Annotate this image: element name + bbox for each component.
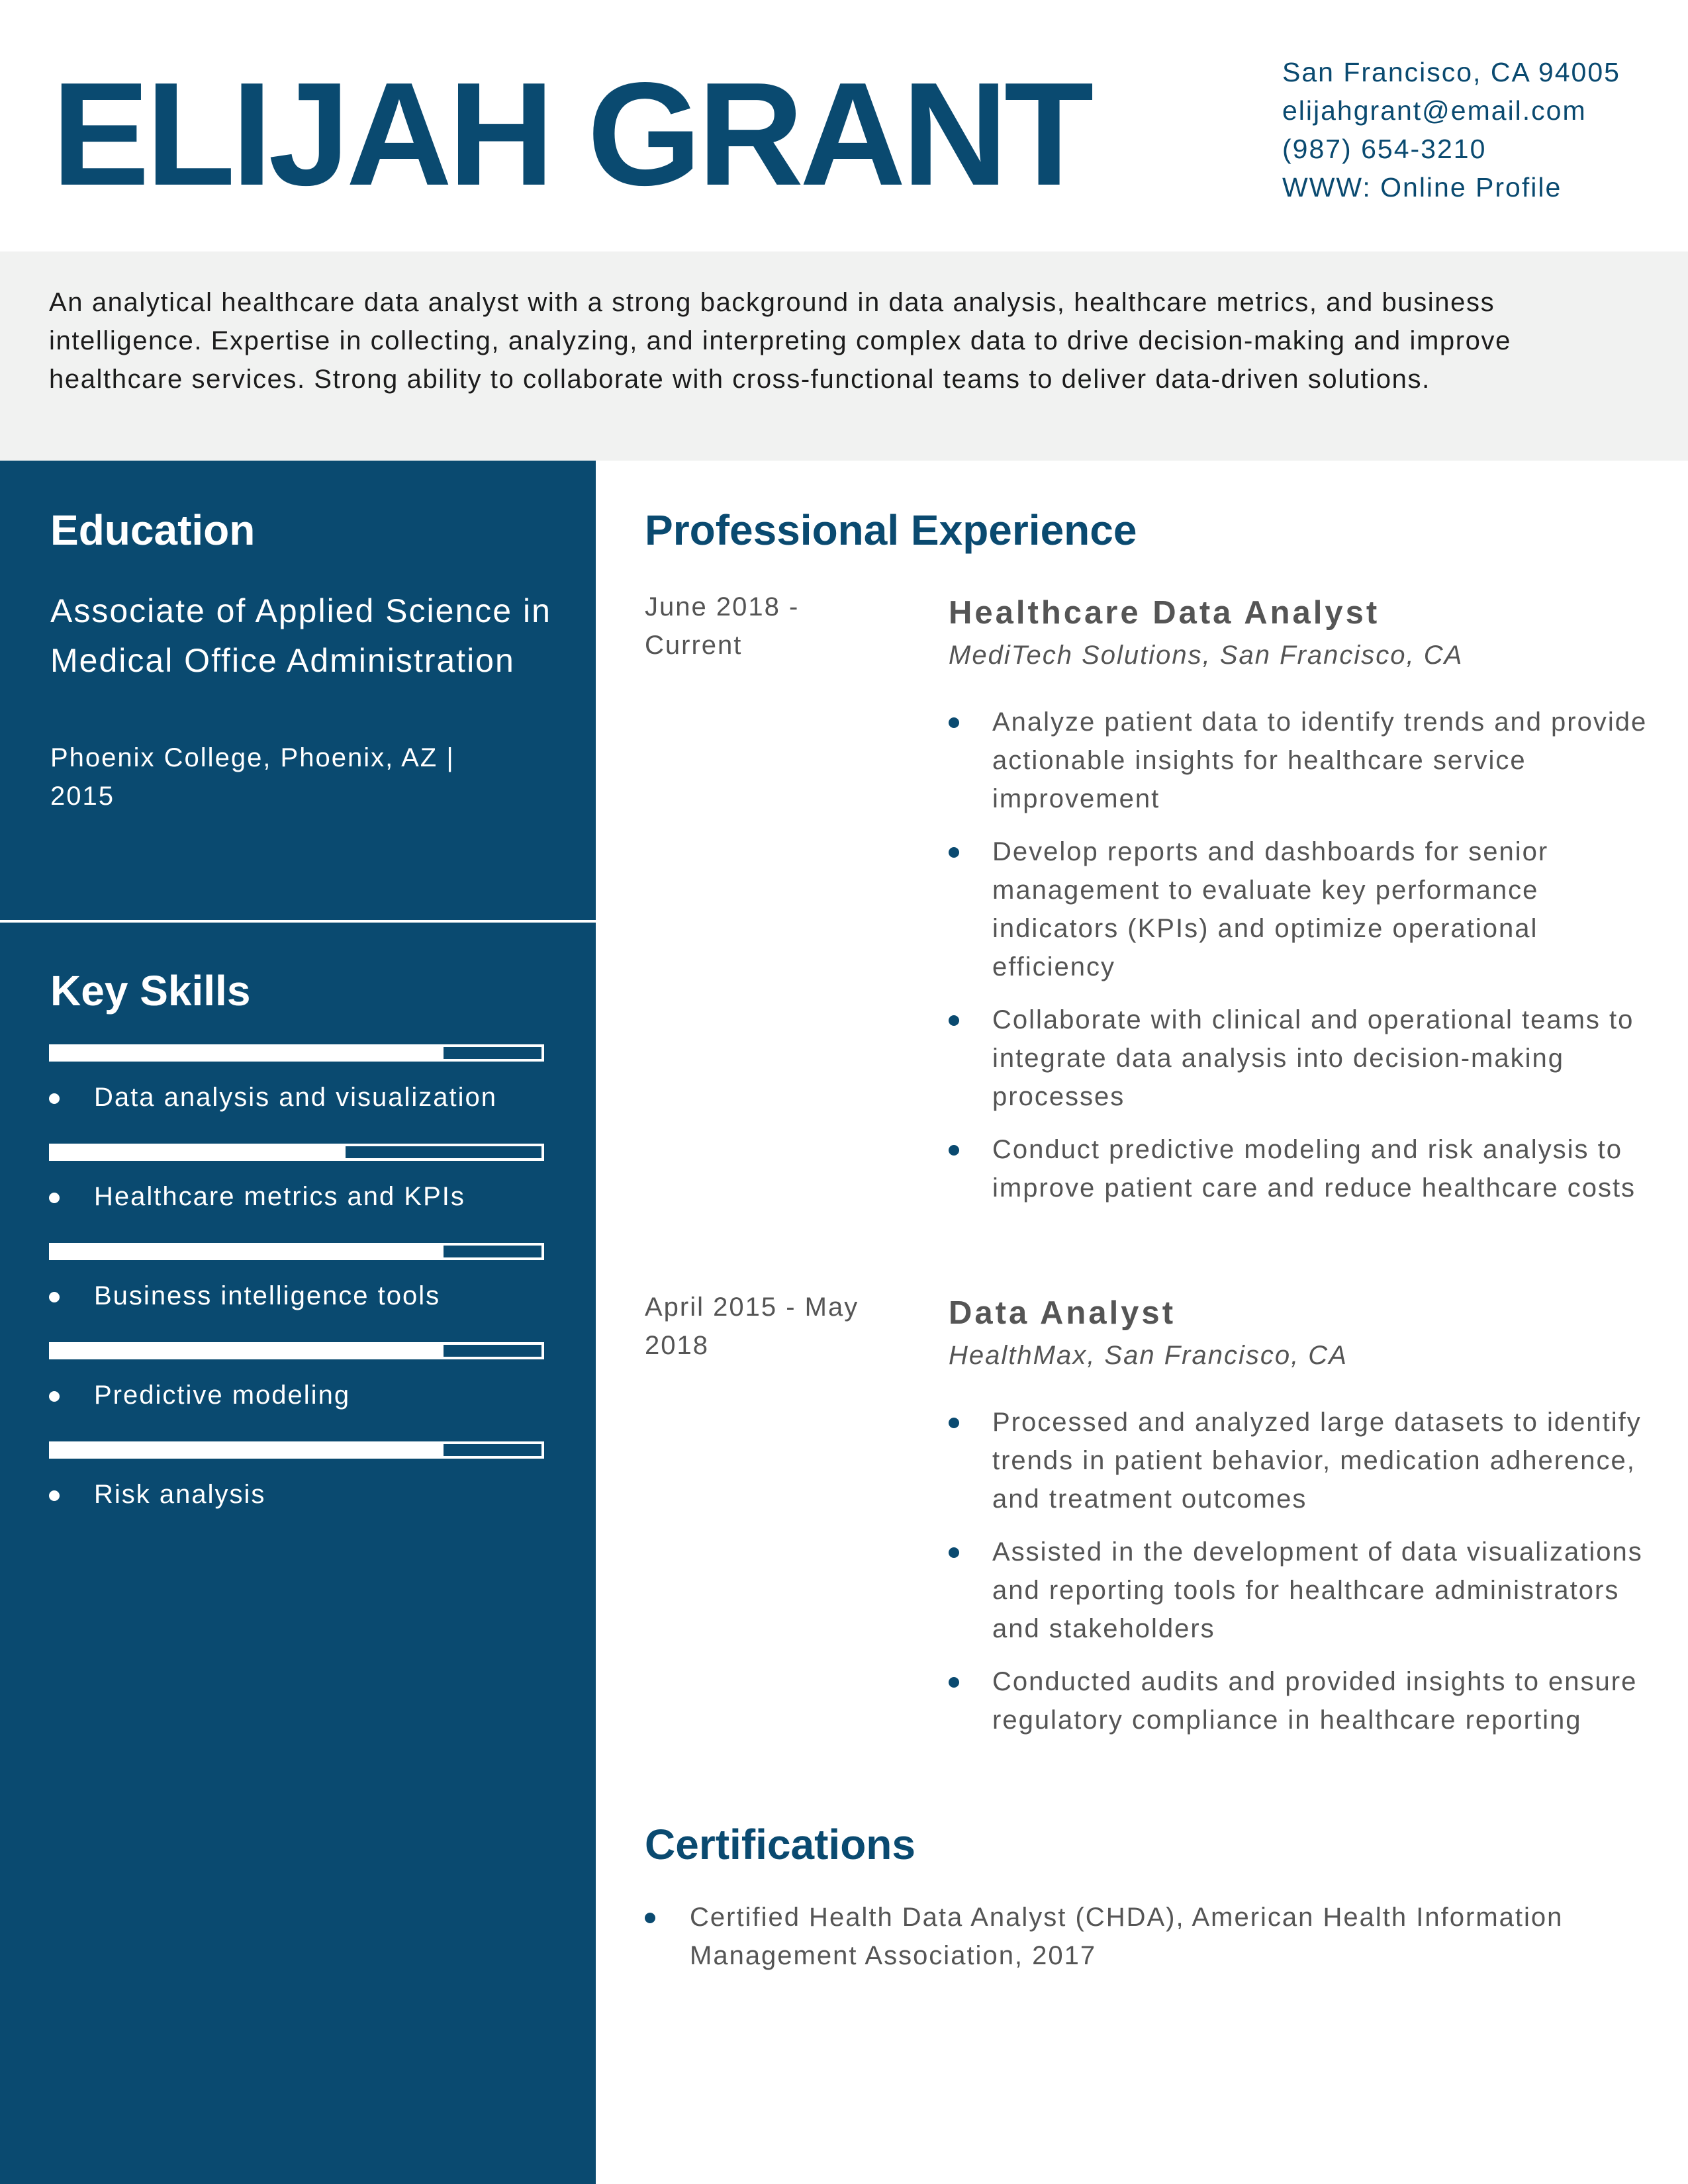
list-item [949,1001,1650,1116]
skill-level-fill [52,1047,444,1059]
job-company: MediTech Solutions, San Francisco, CA [949,641,1464,670]
contact-info [1282,53,1620,206]
job-title: Healthcare Data Analyst [949,595,1380,631]
candidate-name: ELIJAH GRANT [52,52,1090,216]
certification-text: Certified Health Data Analyst (CHDA), American Health Information Management Association, 2017 [690,1903,1564,1970]
skill-bullet-icon [49,1292,60,1302]
bullet-icon [949,847,959,858]
job-company: HealthMax, San Francisco, CA [949,1341,1348,1370]
skill-level-fill [52,1444,444,1456]
skills-heading: Key Skills [50,967,251,1015]
skill-level-fill [52,1345,444,1357]
list-item [949,1403,1650,1518]
bullet-text: Analyze patient data to identify trends and provide actionable insights for healthcare service improvement [992,707,1648,813]
sidebar-divider [0,920,596,923]
education-degree: Associate of Applied Science in Medical Office Administration [50,592,551,679]
bullet-text: Assisted in the development of data visualizations and reporting tools for healthcare administrators and stakeholders [992,1537,1643,1643]
skill-level-fill [52,1146,346,1158]
job-bullets [949,703,1650,1222]
bullet-icon [645,1913,655,1923]
list-item [645,1898,1651,1975]
experience-heading: Professional Experience [645,506,1137,554]
list-item [949,1533,1650,1648]
skill-level-bar [49,1441,544,1459]
contact-website[interactable]: WWW: Online Profile [1282,172,1562,203]
list-item [949,833,1650,986]
summary-text: An analytical healthcare data analyst with a strong background in data analysis, healthcare metrics, and business intelligence. Expertise in collecting, analyzing, and interpreting complex data to drive decision-making and improve healthcare services. Strong ability to collaborate with cross-functional teams to deliver data-driven solutions. [49,288,1511,394]
skill-level-bar [49,1243,544,1260]
job-bullets [949,1403,1650,1754]
list-item [949,703,1650,818]
resume-header [0,0,1688,251]
skill-label: Risk analysis [94,1480,266,1509]
skill-level-fill [52,1246,444,1257]
bullet-icon [949,1145,959,1156]
skill-level-bar [49,1342,544,1359]
certifications-heading: Certifications [645,1821,915,1868]
skill-bullet-icon [49,1391,60,1402]
contact-address: San Francisco, CA 94005 [1282,57,1620,87]
skill-level-bar [49,1044,544,1062]
skill-label: Data analysis and visualization [94,1083,497,1112]
skill-bullet-icon [49,1193,60,1203]
bullet-text: Processed and analyzed large datasets to identify trends in patient behavior, medication adherence, and treatment outcomes [992,1408,1642,1514]
job-title: Data Analyst [949,1295,1176,1331]
summary-section [0,251,1688,461]
bullet-icon [949,1547,959,1558]
bullet-icon [949,717,959,728]
list-item [949,1130,1650,1207]
skill-label: Predictive modeling [94,1381,351,1410]
bullet-icon [949,1418,959,1428]
sidebar [0,461,596,2184]
skill-label: Business intelligence tools [94,1281,441,1310]
contact-email[interactable]: elijahgrant@email.com [1282,95,1587,126]
job-date: June 2018 - Current [645,592,800,660]
bullet-icon [949,1015,959,1026]
certifications-list [645,1898,1651,1975]
skill-bullet-icon [49,1093,60,1104]
education-school: Phoenix College, Phoenix, AZ | 2015 [50,743,455,811]
bullet-icon [949,1677,959,1688]
skill-bullet-icon [49,1490,60,1501]
bullet-text: Develop reports and dashboards for senior management to evaluate key performance indicators (KPIs) and optimize operational efficiency [992,837,1549,981]
bullet-text: Collaborate with clinical and operational teams to integrate data analysis into decision-making processes [992,1005,1634,1111]
bullet-text: Conduct predictive modeling and risk analysis to improve patient care and reduce healthcare costs [992,1135,1636,1203]
job-date: April 2015 - May 2018 [645,1293,859,1360]
bullet-text: Conducted audits and provided insights to ensure regulatory compliance in healthcare reporting [992,1667,1638,1735]
contact-phone[interactable]: (987) 654-3210 [1282,134,1487,164]
skill-level-bar [49,1144,544,1161]
skill-label: Healthcare metrics and KPIs [94,1182,465,1211]
list-item [949,1662,1650,1739]
education-heading: Education [50,506,256,554]
